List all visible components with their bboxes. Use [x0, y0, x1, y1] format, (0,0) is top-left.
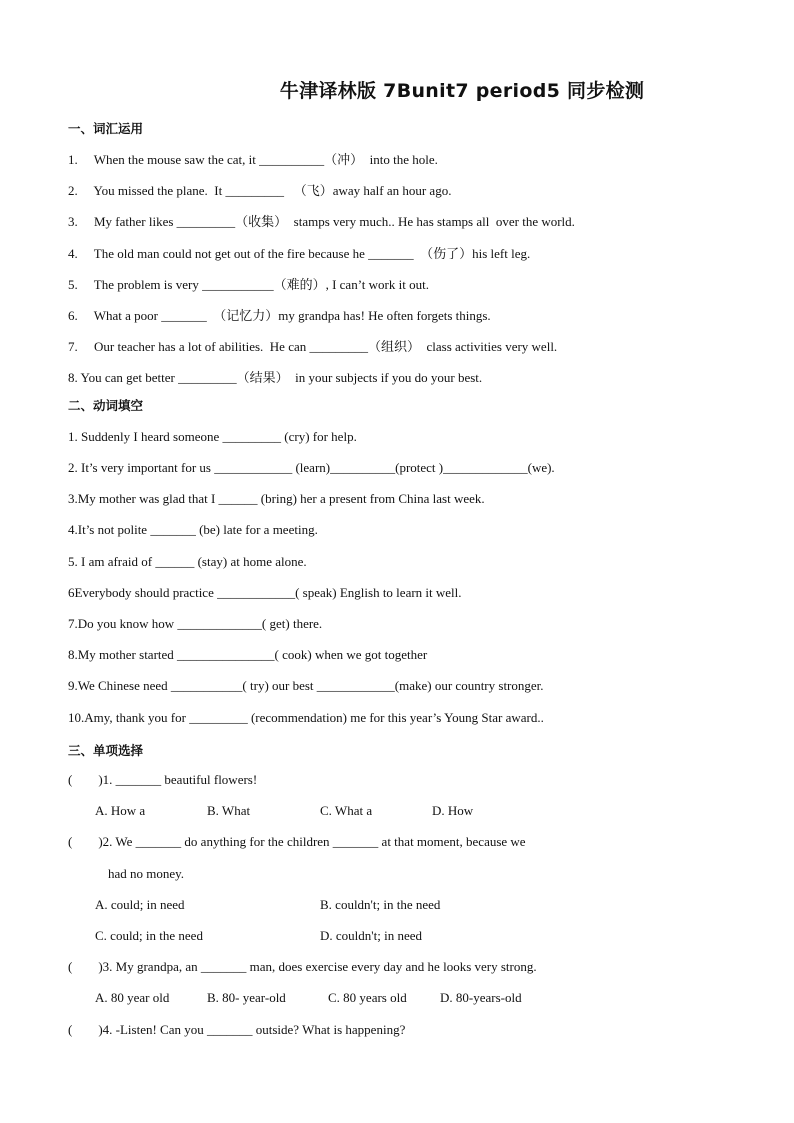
vocab-item-8: 8. You can get better _________（结果） in your subjects if you do your best.	[68, 370, 483, 385]
verb-item-8: 8.My mother started _______________( cook) when we got together	[68, 647, 428, 662]
mc-question-2: ( )2. We _______ do anything for the children _______ at that moment, because we	[68, 834, 526, 849]
verb-item-5: 5. I am afraid of ______ (stay) at home alone.	[68, 554, 307, 569]
vocab-item-2: 2. You missed the plane. It _________ （飞）away half an hour ago.	[68, 183, 452, 198]
mc-q3-option-d: D. 80-years-old	[440, 990, 522, 1005]
section-heading-multiple-choice: 三、单项选择	[68, 743, 144, 758]
mc-q1-option-c: C. What a	[320, 803, 373, 818]
vocab-item-4: 4. The old man could not get out of the fire because he _______ （伤了）his left leg.	[68, 246, 531, 261]
vocab-item-3: 3. My father likes _________（收集） stamps very much.. He has stamps all over the world.	[68, 214, 575, 229]
mc-q3-option-a: A. 80 year old	[95, 990, 170, 1005]
mc-question-4: ( )4. -Listen! Can you _______ outside? What is happening?	[68, 1022, 406, 1037]
mc-q1-option-b: B. What	[207, 803, 251, 818]
section-heading-vocabulary: 一、词汇运用	[68, 121, 144, 136]
section-heading-verb-fill: 二、动词填空	[68, 398, 144, 413]
mc-q1-option-d: D. How	[432, 803, 474, 818]
vocab-item-5: 5. The problem is very ___________（难的）, I can’t work it out.	[68, 277, 429, 292]
verb-item-10: 10.Amy, thank you for _________ (recommendation) me for this year’s Young Star award..	[68, 710, 544, 725]
mc-question-2-continued: had no money.	[108, 866, 185, 881]
vocab-item-6: 6. What a poor _______ （记忆力）my grandpa has! He often forgets things.	[68, 308, 491, 323]
verb-item-3: 3.My mother was glad that I ______ (bring) her a present from China last week.	[68, 491, 485, 506]
mc-q2-option-a: A. could; in need	[95, 897, 185, 912]
mc-q3-option-c: C. 80 years old	[328, 990, 407, 1005]
verb-item-7: 7.Do you know how _____________( get) there.	[68, 616, 323, 631]
mc-q2-option-d: D. couldn't; in need	[320, 928, 422, 943]
vocab-item-7: 7. Our teacher has a lot of abilities. He can _________（组织） class activities very well.	[68, 339, 558, 354]
mc-question-1: ( )1. _______ beautiful flowers!	[68, 772, 258, 787]
mc-q2-option-c: C. could; in the need	[95, 928, 203, 943]
page-title: 牛津译林版 7Bunit7 period5 同步检测	[279, 80, 645, 102]
mc-q2-option-b: B. couldn't; in the need	[320, 897, 441, 912]
verb-item-6: 6Everybody should practice ____________( speak) English to learn it well.	[68, 585, 462, 600]
vocab-item-1: 1. When the mouse saw the cat, it __________（冲） into the hole.	[68, 152, 438, 167]
verb-item-4: 4.It’s not polite _______ (be) late for a meeting.	[68, 522, 318, 537]
verb-item-1: 1. Suddenly I heard someone _________ (cry) for help.	[68, 429, 357, 444]
mc-question-3: ( )3. My grandpa, an _______ man, does exercise every day and he looks very strong.	[68, 959, 537, 974]
verb-item-2: 2. It’s very important for us ____________ (learn)__________(protect )_____________(we).	[68, 460, 555, 475]
mc-q1-option-a: A. How a	[95, 803, 146, 818]
mc-q3-option-b: B. 80- year-old	[207, 990, 286, 1005]
verb-item-9: 9.We Chinese need ___________( try) our best ____________(make) our country stronger.	[68, 678, 544, 693]
